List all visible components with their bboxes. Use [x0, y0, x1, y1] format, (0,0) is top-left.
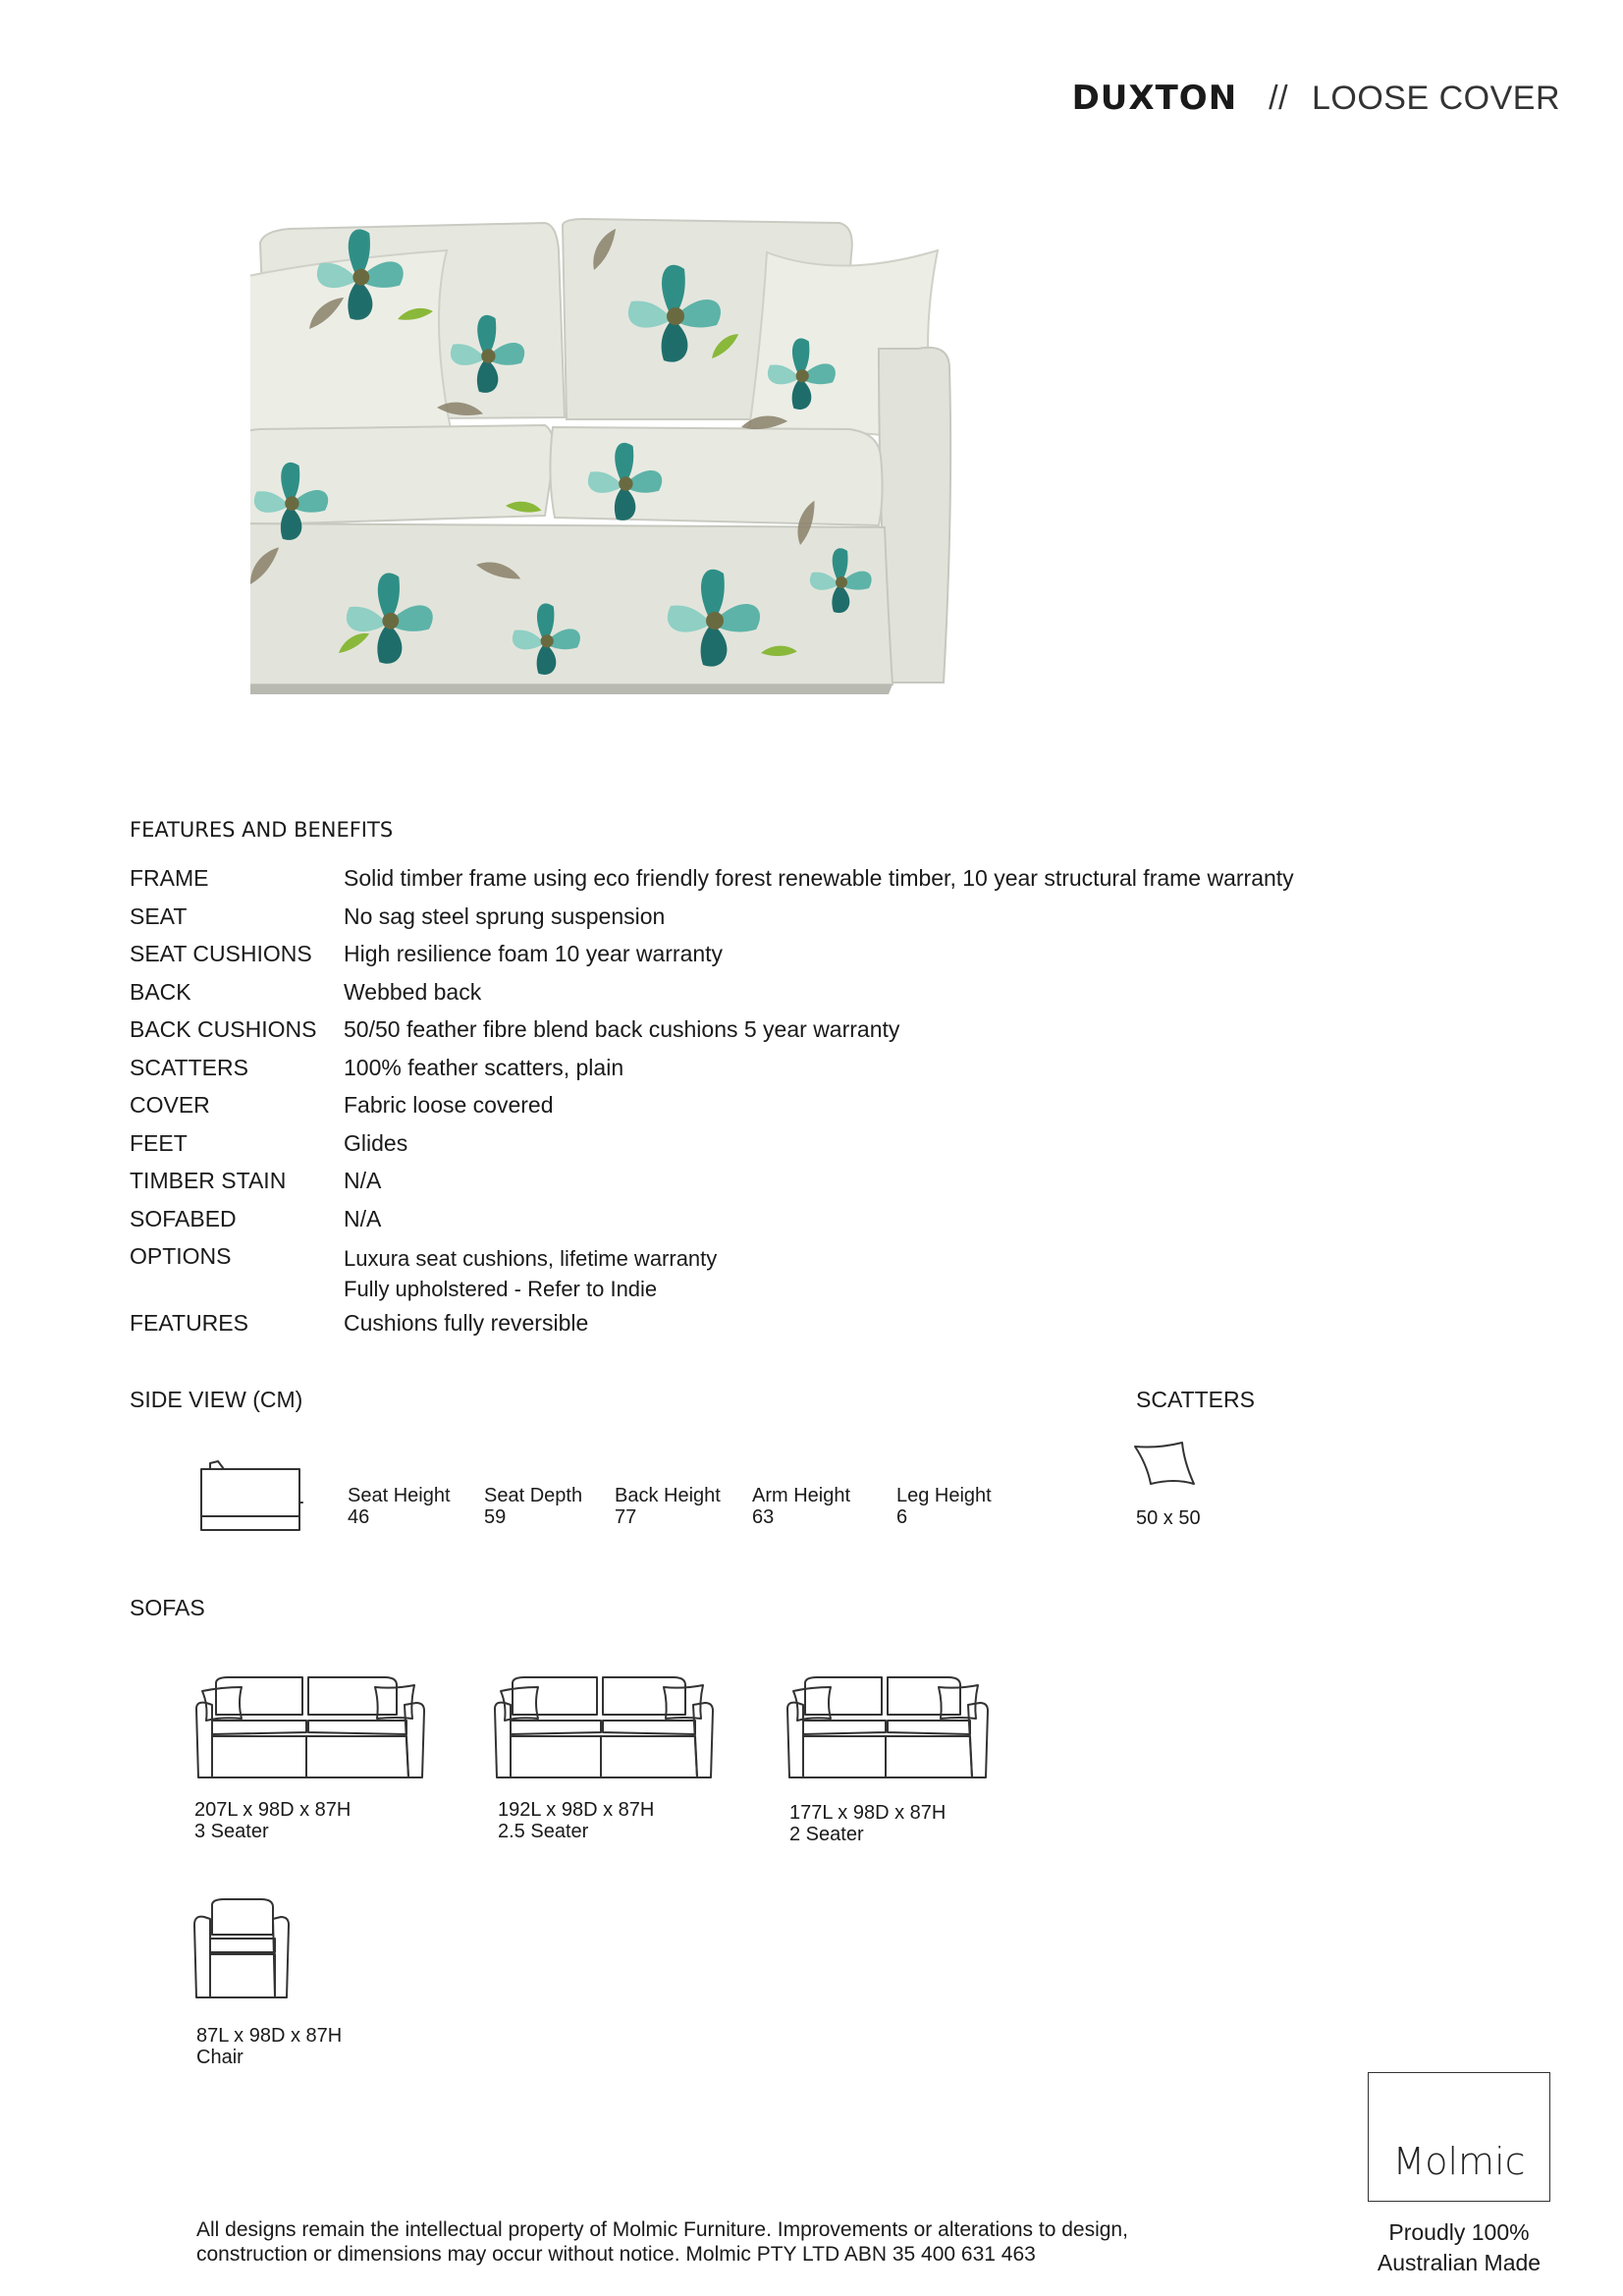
scatter-size: 50 x 50: [1136, 1507, 1201, 1529]
feature-label: SOFABED: [130, 1205, 237, 1231]
scatters-title: SCATTERS: [1136, 1387, 1255, 1412]
sofas-title: SOFAS: [130, 1595, 205, 1620]
features-table: [130, 864, 1504, 1347]
dim-arm-height: [752, 1485, 850, 1528]
made-line-2: Australian Made: [1377, 2250, 1542, 2275]
feature-label: OPTIONS: [130, 1243, 232, 1269]
sofa-dims: 192L x 98D x 87H: [498, 1799, 655, 1821]
feature-label: SEAT CUSHIONS: [130, 941, 312, 966]
feature-row: [130, 864, 1504, 902]
dim-value: 63: [752, 1506, 775, 1528]
feature-row: [130, 1054, 1504, 1092]
sofa-2-5-seater-drawing: [491, 1675, 717, 1783]
molmic-logo: [1368, 2072, 1550, 2202]
side-view-title: SIDE VIEW (CM): [130, 1387, 303, 1412]
page-header: [1072, 79, 1560, 118]
dim-seat-height: [348, 1485, 451, 1528]
sofa-name: 2.5 Seater: [498, 1821, 589, 1842]
disclaimer-line-1: All designs remain the intellectual property of Molmic Furniture. Improvements or alterations to design,: [196, 2218, 1128, 2241]
feature-value: Solid timber frame using eco friendly forest renewable timber, 10 year structural frame warranty: [344, 865, 1294, 891]
sofa-3-seater-drawing: [192, 1675, 428, 1783]
scatter-cushion-icon: [1129, 1439, 1198, 1490]
feature-value: N/A: [344, 1205, 382, 1231]
feature-value: High resilience foam 10 year warranty: [344, 941, 724, 966]
dim-label: Leg Height: [896, 1485, 992, 1506]
dim-value: 6: [896, 1506, 908, 1528]
dim-label: Seat Height: [348, 1485, 451, 1506]
feature-row: [130, 1091, 1504, 1129]
chair-drawing: [190, 1895, 293, 2003]
feature-label: FEATURES: [130, 1310, 248, 1336]
feature-value: 50/50 feather fibre blend back cushions 5 year warranty: [344, 1016, 900, 1042]
product-name: DUXTON: [1071, 79, 1238, 118]
feature-value: No sag steel sprung suspension: [344, 902, 666, 929]
features-title: FEATURES AND BENEFITS: [130, 818, 394, 842]
feature-value: Luxura seat cushions, lifetime warranty: [344, 1246, 718, 1271]
feature-label: BACK: [130, 978, 191, 1005]
feature-row: [130, 1015, 1504, 1054]
sofa-3-seater-label: [194, 1799, 351, 1842]
feature-row: [130, 1309, 1504, 1347]
sofa-2-seater-label: [789, 1802, 946, 1845]
side-view-diagram: [196, 1459, 306, 1544]
feature-row: [130, 940, 1504, 978]
dim-value: 46: [348, 1506, 370, 1528]
dim-value: 59: [484, 1506, 507, 1528]
legal-disclaimer: [196, 2217, 1296, 2267]
sofa-name: 3 Seater: [194, 1821, 269, 1842]
dim-back-height: [615, 1485, 721, 1528]
feature-row: [130, 1167, 1504, 1205]
feature-label: SCATTERS: [130, 1054, 248, 1080]
header-separator: //: [1269, 80, 1289, 117]
sofa-hero-image: [250, 211, 1399, 722]
sofa-2-5-seater-label: [498, 1799, 654, 1842]
feature-row: [130, 902, 1504, 941]
made-line-1: Proudly 100%: [1388, 2219, 1530, 2245]
feature-row: [130, 1129, 1504, 1168]
feature-row: [130, 978, 1504, 1016]
dim-leg-height: [896, 1485, 992, 1528]
feature-label: FEET: [130, 1129, 188, 1156]
feature-label: TIMBER STAIN: [130, 1168, 287, 1193]
sofa-2-seater-drawing: [784, 1675, 990, 1783]
sofa-name: 2 Seater: [789, 1824, 864, 1845]
logo-text: Molmic: [1392, 2140, 1526, 2183]
feature-row: [130, 1205, 1504, 1243]
dim-seat-depth: [484, 1485, 582, 1528]
dim-label: Arm Height: [752, 1485, 851, 1506]
sofa-dims: 207L x 98D x 87H: [194, 1799, 352, 1821]
feature-value-group: [344, 1242, 1504, 1309]
sofa-name: Chair: [196, 2047, 243, 2068]
feature-value: Cushions fully reversible: [344, 1310, 589, 1336]
feature-value: Webbed back: [344, 978, 482, 1005]
dim-label: Back Height: [615, 1485, 721, 1506]
feature-value-secondary: Fully upholstered - Refer to Indie: [344, 1277, 658, 1301]
feature-value: N/A: [344, 1168, 382, 1193]
feature-value: Fabric loose covered: [344, 1092, 554, 1118]
sofa-dims: 87L x 98D x 87H: [196, 2025, 343, 2047]
feature-label: FRAME: [130, 865, 209, 891]
dim-value: 77: [615, 1506, 637, 1528]
feature-value: Glides: [344, 1129, 408, 1156]
disclaimer-line-2: construction or dimensions may occur without notice. Molmic PTY LTD ABN 35 400 631 463: [196, 2243, 1036, 2266]
sofa-dims: 177L x 98D x 87H: [789, 1802, 947, 1824]
feature-label: SEAT: [130, 902, 188, 929]
feature-label: BACK CUSHIONS: [130, 1016, 317, 1042]
chair-label: [196, 2025, 342, 2068]
feature-label: COVER: [130, 1092, 210, 1118]
feature-value: 100% feather scatters, plain: [344, 1054, 624, 1080]
product-variant: LOOSE COVER: [1311, 80, 1560, 117]
australian-made-note: [1350, 2217, 1568, 2278]
feature-row: [130, 1242, 1504, 1309]
dim-label: Seat Depth: [484, 1485, 583, 1506]
